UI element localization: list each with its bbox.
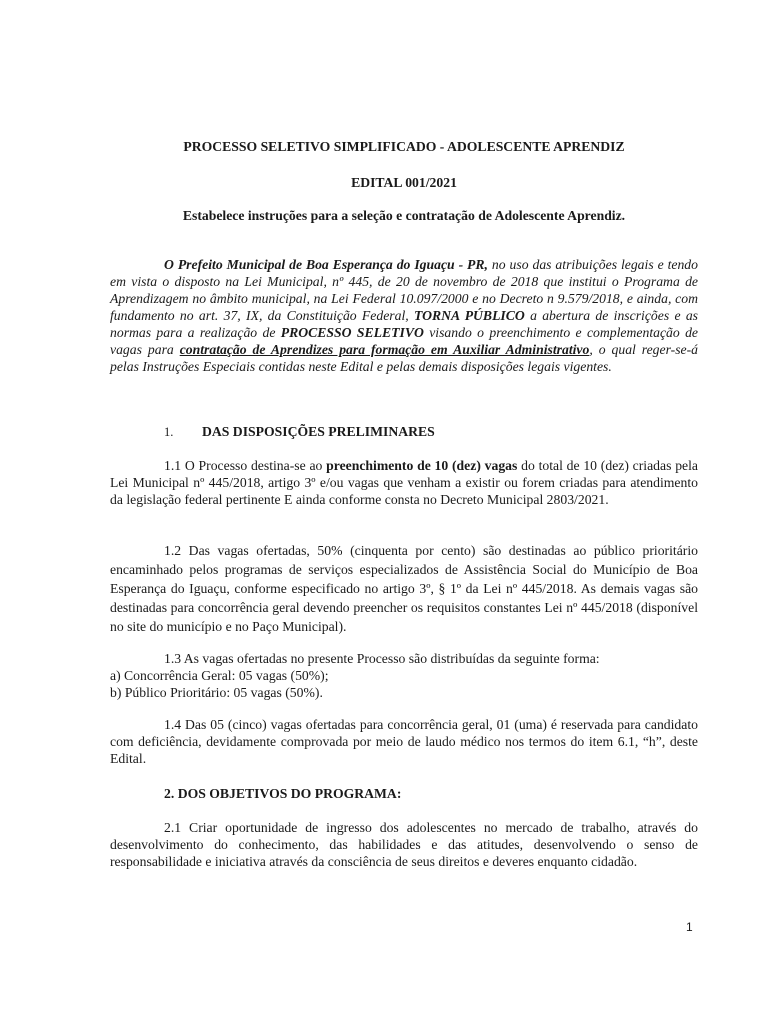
intro-processo-seletivo: PROCESSO SELETIVO xyxy=(280,325,424,340)
p11-bold: preenchimento de 10 (dez) vagas xyxy=(326,458,518,473)
paragraph-1-4: 1.4 Das 05 (cinco) vagas ofertadas para concorrência geral, 01 (uma) é reservada para candidato com deficiência, devidamente comprovada por meio de laudo médico nos termos do item 6.1, “h”, deste Edital. xyxy=(110,717,698,766)
section1-number: 1. xyxy=(164,425,174,439)
document-title: PROCESSO SELETIVO SIMPLIFICADO - ADOLESCENTE APRENDIZ xyxy=(183,139,625,154)
paragraph-1-2: 1.2 Das vagas ofertadas, 50% (cinquenta por cento) são destinadas ao público prioritário encaminhado pelos programas de serviços especializados de Assistência Social do Município de Boa Esperança do Iguaçu, conforme especificado no artigo 3º, § 1º da Lei nº 445/2018. As demais vagas são destinadas para concorrência geral devendo preencher os requisitos constantes Lei nº 445/2018 (disponível no site do município e no Paço Municipal). xyxy=(110,543,698,634)
intro-text-3: visando o preenchimento e complementação de vagas para xyxy=(110,325,699,357)
document-subtitle: Estabelece instruções para a seleção e contratação de Adolescente Aprendiz. xyxy=(182,208,626,223)
edital-number: EDITAL 001/2021 xyxy=(351,175,457,190)
p11-text-b: do total de 10 (dez) criadas pela Lei Municipal nº 445/2018, artigo 3º e/ou vagas que venham a existir ou forem criadas para atendimento da legislação federal pertinente E ainda conforme consta no Decreto Municipal 2803/2021. xyxy=(110,458,698,507)
paragraph-1-1 xyxy=(110,457,698,508)
intro-paragraph xyxy=(110,256,698,375)
intro-text-2: a abertura de inscrições e as normas para a realização de xyxy=(110,308,698,340)
page-number: 1 xyxy=(686,920,693,934)
intro-contratacao: contratação de Aprendizes para formação em Auxiliar Administrativo xyxy=(179,342,590,357)
paragraph-2-1: 2.1 Criar oportunidade de ingresso dos adolescentes no mercado de trabalho, através do desenvolvimento do conhecimento, das habilidades e das atitudes, desenvolvendo o senso de responsabilidade e iniciativa através da consciência de seus direitos e deveres enquanto cidadão. xyxy=(110,820,698,869)
section1-title: DAS DISPOSIÇÕES PRELIMINARES xyxy=(202,424,435,439)
section2-title: 2. DOS OBJETIVOS DO PROGRAMA: xyxy=(164,786,402,801)
intro-authority: O Prefeito Municipal de Boa Esperança do Iguaçu - PR, xyxy=(164,257,488,272)
intro-torna-publico: TORNA PÚBLICO xyxy=(414,308,525,323)
intro-text-1: no uso das atribuições legais e tendo em vista o disposto na Lei Municipal, nº 445, de 20 de novembro de 2018 que institui o Programa de Aprendizagem no âmbito municipal, na Lei Federal 10.097/2000 e no Decreto n 9.579/2018, e ainda, com fundamento no art. 37, IX, da Constituição Federal, xyxy=(110,257,698,323)
p13-line-3: b) Público Prioritário: 05 vagas (50%). xyxy=(110,685,323,700)
p13-line-1: 1.3 As vagas ofertadas no presente Processo são distribuídas da seguinte forma: xyxy=(164,651,600,666)
p11-text-a: 1.1 O Processo destina-se ao xyxy=(164,458,327,473)
paragraph-1-3 xyxy=(110,650,698,701)
intro-text-4: , o qual reger-se-á pelas Instruções Especiais contidas neste Edital e pelas demais disposições legais vigentes. xyxy=(110,342,699,374)
p13-line-2: a) Concorrência Geral: 05 vagas (50%); xyxy=(110,668,329,683)
